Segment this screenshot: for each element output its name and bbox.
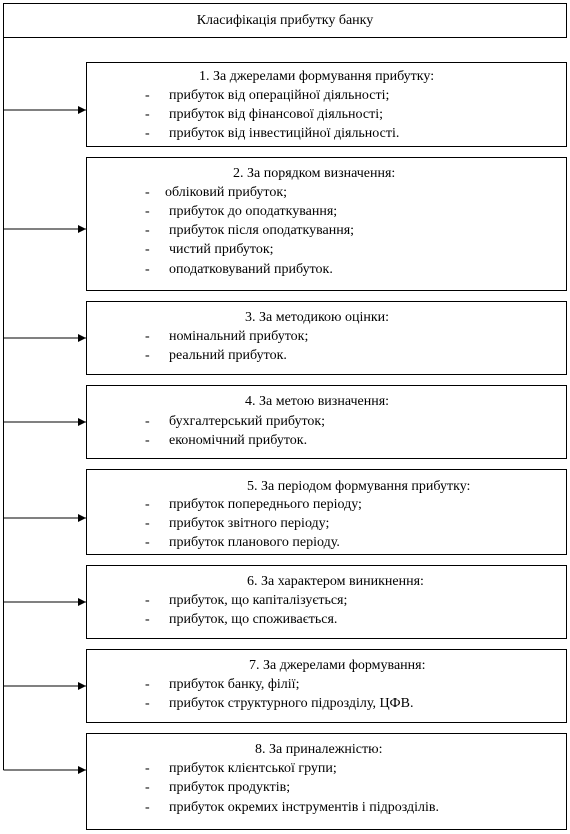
root-box <box>3 3 567 38</box>
list-item-text: чистий прибуток; <box>169 242 274 257</box>
bullet-dash: - <box>145 497 150 512</box>
category-title: 7. За джерелами формування: <box>249 658 426 673</box>
list-item-text: прибуток від операційної діяльності; <box>169 88 390 103</box>
category-box-6 <box>86 565 567 639</box>
list-item-text: прибуток від фінансової діяльності; <box>169 107 383 122</box>
bullet-dash: - <box>145 780 150 795</box>
list-item-text: прибуток структурного підрозділу, ЦФВ. <box>169 696 414 711</box>
bullet-dash: - <box>145 677 150 692</box>
list-item-text: прибуток клієнтської групи; <box>169 761 337 776</box>
bullet-dash: - <box>145 262 150 277</box>
bullet-dash: - <box>145 800 150 815</box>
bullet-dash: - <box>145 414 150 429</box>
list-item-text: прибуток попереднього періоду; <box>169 497 362 512</box>
root-title: Класифікація прибутку банку <box>196 12 374 28</box>
list-item-text: прибуток до оподаткування; <box>169 204 338 219</box>
bullet-dash: - <box>145 204 150 219</box>
bullet-dash: - <box>145 593 150 608</box>
bullet-dash: - <box>145 516 150 531</box>
bullet-dash: - <box>145 329 150 344</box>
bullet-dash: - <box>145 107 150 122</box>
bullet-dash: - <box>145 696 150 711</box>
list-item-text: обліковий прибуток; <box>165 185 288 200</box>
list-item-text: прибуток після оподаткування; <box>169 223 355 238</box>
list-item-text: прибуток, що споживається. <box>169 612 338 627</box>
list-item-text: прибуток від інвестиційної діяльності. <box>169 126 400 141</box>
category-box-3 <box>86 301 567 375</box>
list-item-text: реальний прибуток. <box>169 348 287 363</box>
bullet-dash: - <box>145 185 150 200</box>
bullet-dash: - <box>145 433 150 448</box>
bullet-dash: - <box>145 223 150 238</box>
bullet-dash: - <box>145 88 150 103</box>
bullet-dash: - <box>145 126 150 141</box>
category-box-5 <box>86 469 567 555</box>
bullet-dash: - <box>145 612 150 627</box>
category-box-8 <box>86 733 567 830</box>
category-title: 1. За джерелами формування прибутку: <box>199 69 435 84</box>
list-item-text: прибуток банку, філії; <box>169 677 300 692</box>
bullet-dash: - <box>145 242 150 257</box>
category-title: 4. За метою визначення: <box>245 394 390 409</box>
list-item-text: прибуток планового періоду. <box>169 535 340 550</box>
bullet-dash: - <box>145 535 150 550</box>
list-item-text: прибуток, що капіталізується; <box>169 593 348 608</box>
category-title: 8. За приналежністю: <box>255 742 383 757</box>
list-item-text: прибуток звітного періоду; <box>169 516 330 531</box>
category-title: 2. За порядком визначення: <box>233 166 396 181</box>
category-title: 6. За характером виникнення: <box>247 574 424 589</box>
category-title: 5. За періодом формування прибутку: <box>247 479 471 494</box>
bullet-dash: - <box>145 348 150 363</box>
category-box-2 <box>86 157 567 291</box>
list-item-text: оподатковуваний прибуток. <box>169 262 333 277</box>
bullet-dash: - <box>145 761 150 776</box>
category-box-1 <box>86 62 567 147</box>
category-title: 3. За методикою оцінки: <box>245 310 390 325</box>
list-item-text: прибуток продуктів; <box>169 780 291 795</box>
list-item-text: бухгалтерський прибуток; <box>169 414 326 429</box>
list-item-text: прибуток окремих інструментів і підрозділів. <box>169 800 440 815</box>
list-item-text: економічний прибуток. <box>169 433 308 448</box>
category-box-7 <box>86 649 567 723</box>
category-box-4 <box>86 385 567 459</box>
list-item-text: номінальний прибуток; <box>169 329 309 344</box>
